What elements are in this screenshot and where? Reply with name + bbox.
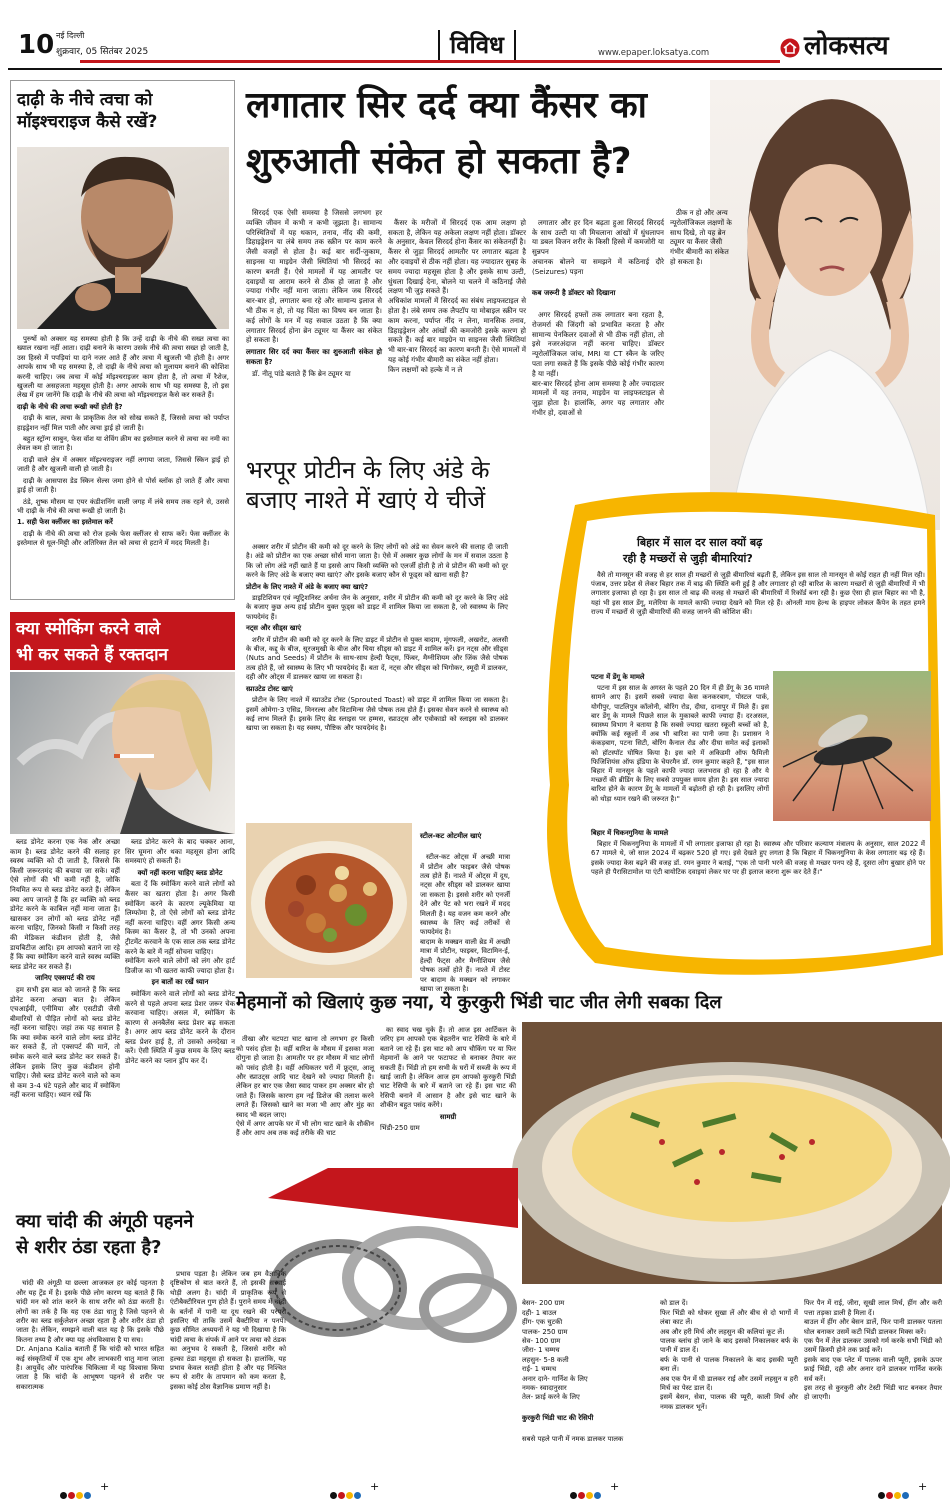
footer-plus-left: + (100, 1480, 110, 1493)
footer-color-dots-right (570, 1484, 602, 1503)
smoking-paragraph: स्मोकिंग करने वाले लोगों को ब्लड डोनेट करने से पहले अपना ब्लड प्रेशर जरूर चेक करवाना चाहिए। असल में, स्मोकिंग के कारण से अनबैलेंस ब्लड प्रेशर बढ़ सकता है। अगर आप ब्लड डोनेट करने के दौरान ब्लड प्रेशर हाई है, तो उसको अनदेखा न करें। ऐसी स्थिति में कुछ समय के लिए ब्लड डोनेट करने का प्लान ड्रॉप कर दें। (125, 989, 235, 1066)
protein-headline-line2: बजाए नाश्ते में खाएं ये चीजें (246, 486, 486, 514)
headache-col-1 (246, 208, 382, 450)
headache-subhead: कब जरूरी है डॉक्टर को दिखाना (532, 288, 616, 298)
smoking-subhead: जानिए एक्सपर्ट की राय (35, 974, 95, 983)
silver-col-2 (170, 1270, 286, 1460)
smoking-subhead: क्यों नहीं करना चाहिए ब्लड डोनेट (137, 868, 223, 877)
smoking-subhead: इन बातों का रखें ध्यान (151, 978, 209, 987)
protein-subhead: नट्स और सीड्स खाएं (246, 624, 302, 633)
beard-paragraph: दाढ़ी के नीचे की त्वचा को रोज हल्के फेस क्लींजर से साफ करें। फेस क्लींजर के इस्तेमाल से धूल-मिट्टी और अतिरिक्त तेल को त्वचा से हटाने में मदद मिलती है। (17, 529, 229, 548)
smoking-paragraph: हम सभी इस बात को जानते हैं कि ब्लड डोनेट करना अच्छा बात है। लेकिन एचआईवी, एनीमिया और एसटीडी जैसी बीमारियों से पीड़ित लोगों को ब्लड डोनेट नहीं करना चाहिए। जहां तक यह सवाल है कि क्या स्मोक करने वाले लोग ब्लड डोनेट कर सकते हैं, तो एक्सपर्ट की मानें, तो स्मोक करने वाले ब्लड डोनेट कर सकते हैं। लेकिन इसके लिए कुछ कंडीशन होनी चाहिए। जैसे ब्लड डोनेट करने वाले को कम से कम 3-4 घंटे पहले और बाद में स्मोकिंग नहीं करना चाहिए। ध्यान रखें कि (10, 985, 120, 1100)
smoking-woman-photo (10, 672, 235, 834)
smoking-paragraph: बता दें कि स्मोकिंग करने वाले लोगों को कैंसर का खतरा होता है। अगर किसी स्मोकिंग करने के कारण ल्यूकेमिया या लिम्फोमा है, तो ऐसे लोगों को ब्लड डोनेट नहीं करना चाहिए। वहीं अगर किसी अन्य किस्म का कैंसर है, तो भी उनको अपना ट्रीटमेंट करवाने के एक साल तक ब्लड डोनेट करने के बारे में नहीं सोचना चाहिए। स्मोकिंग करने वाले लोगों को लंग और हार्ट डिजीज का भी खतरा काफी ज्यादा होता है। (125, 880, 235, 975)
bihar-body-bottom (591, 829, 925, 941)
headache-col-3 (532, 208, 664, 450)
bihar-paragraph: बिहार में चिकनगुनिया के मामलों में भी लगातार इजाफा हो रहा है। स्वास्थ्य और परिवार कल्याण मंत्रालय के अनुसार, साल 2022 में 67 मामले थे, जो साल 2024 में बढ़कर 520 हो गए। इसे देखते हुए लगता है कि बिहार में चिकनगुनिया के केस लगातार बढ़ रहे हैं। इसके ज्यादा केस बढ़ने की वजह डॉ. रमन कुमार ने बताई, "एक तो पानी भरने की वजह से मच्छर पनप रहे हैं, दूसरा लोग बुखार होने पर पहले ही पैरासिटामोल या एंटी बायोटिक दवाइयां लेकर घर पर ही इलाज करना शुरू कर देते हैं।" (591, 840, 925, 876)
headache-headline-line1: लगातार सिर दर्द क्या कैंसर का (246, 85, 647, 126)
protein-subhead: स्टील-कट ओटमील खाएं (420, 832, 482, 841)
protein-headline-line1: भरपूर प्रोटीन के लिए अंडे के (246, 456, 490, 484)
bhindi-subhead: कुरकुरी भिंडी चाट की रेसिपी (522, 1414, 594, 1423)
beard-point: दाढ़ी वाले क्षेत्र में अक्सर मॉइश्चराइजर नहीं लगाया जाता, जिससे स्किन ड्राई हो जाती है और खुजली वाली हो जाती है। (17, 455, 229, 474)
bihar-body-top (591, 571, 925, 673)
silver-col-1 (16, 1270, 164, 1460)
date-label: शुक्रवार, 05 सितंबर 2025 (56, 47, 149, 57)
mosquito-photo (773, 671, 931, 821)
bihar-subhead: पटना में डेंगू के मामले (591, 673, 645, 681)
beard-body (17, 335, 229, 597)
headache-subhead: लगातार सिर दर्द क्या कैंसर का शुरुआती संकेत हो सकता है? (246, 347, 382, 366)
masthead-red-rule (80, 60, 780, 63)
footer-plus-mid: + (370, 1480, 380, 1493)
headache-col-4 (670, 208, 732, 338)
beard-point: बहुत स्ट्रॉन्ग साबुन, फेस वॉश या शेविंग क्रीम का इस्तेमाल करने से त्वचा का नमी का लेवल कम हो जाता है। (17, 435, 229, 453)
protein-paragraph: अक्सर शरीर में प्रोटीन की कमी को दूर करने के लिए लोगों को अंडे का सेवन करने की सलाह दी जाती है। अंडे को प्रोटीन का एक अच्छा सोर्स माना जाता है। ऐसे में अक्सर कुछ लोगों के मन में सवाल उठता है कि जो लोग अंडे नहीं खाते हैं या इससे आप किसी व्यक्ति को एलर्जी होती है तो वे प्रोटीन की कमी को दूर करने के लिए अंडे के बजाए क्या खाएं? और इसके बजाए कौन से फूड्स को खाना सही है? (246, 543, 508, 580)
headache-paragraph: सिरदर्द एक ऐसी समस्या है जिससे लगभग हर व्यक्ति जीवन में कभी न कभी जूझता है। सामान्य परिस्थितियों में यह थकान, तनाव, नींद की कमी, डिहाइड्रेशन या लंबे समय तक स्क्रीन पर काम करने जैसी वजहों से होता है। कई बार सर्दी-जुकाम, साइनस या माइग्रेन जैसी स्थितियां भी सिरदर्द का कारण बनती हैं। ऐसे मामलों में यह आमतौर पर दवाइयों या आराम करने से ठीक हो जाता है और ज्यादा गंभीर नहीं माना जाता। लेकिन जब सिरदर्द बार-बार हो, लगातार बना रहे और सामान्य इलाज से भी ठीक न हो, तो यह चिंता का विषय बन जाता है। कई लोगों के मन में यह सवाल उठता है कि क्या लगातार सिरदर्द होना ब्रेन ट्यूमर या कैंसर का संकेत हो सकता है। (246, 208, 382, 345)
headache-col-2 (388, 208, 526, 450)
epaper-url[interactable]: www.epaper.loksatya.com (598, 48, 710, 58)
protein-paragraph: प्रोटीन के लिए नाश्ते में स्प्राउटेड टोस्ट (Sprouted Toast) को डाइट में शामिल किया जा सकता है। इसमें ओमेगा-3 एसिड, मिनरल्स और विटामिन्स जैसे पोषक तत्व होते हैं। इसका सेवन करने से स्वास्थ्य को कई लाभ मिलते हैं। इसके लिए ब्रेड स्लाइस पर हम्मस, स्प्राउट्स और एवोकाडो को स्लाइस को डालकर खाया जा सकता है। यह स्वस्थ, पौष्टिक और फायदेमंद है। (246, 696, 508, 733)
silver-paragraph: प्रभाव पड़ता है। लेकिन जब हम वैज्ञानिक दृष्टिकोण से बात करते हैं, तो इसकी सच्चाई थोड़ी अलग है। चांदी में प्राकृतिक रूप से एंटीबैक्टीरियल गुण होते हैं। पुराने समय में चांदी के बर्तनों में पानी या दूध रखने की परंपरा इसलिए थी ताकि उसमें बैक्टीरिया न पनपें। कुछ सीमित अध्ययनों ने यह भी दिखाया है कि चांदी त्वचा के संपर्क में आने पर त्वचा को ठंडक का अनुभव दे सकती है, जिससे शरीर को हल्का ठंडा महसूस हो सकता है। हालांकि, यह प्रभाव केवल सतही होता है और यह निश्चित रूप से शरीर के तापमान को कम करता है, इसका कोई ठोस वैज्ञानिक प्रमाण नहीं है। (170, 1270, 286, 1391)
bihar-paragraph: वैसे तो मानसून की वजह से हर साल ही मच्छरों से जुड़ी बीमारियां बढ़ती हैं, लेकिन इस साल तो मानसून से कोई राहत ही नहीं मिल रही। पंजाब, उत्तर प्रदेश से लेकर बिहार तक में बाढ़ की स्थिति बनी हुई है और लगातार हो रही बारिश के कारण मच्छरों से जुड़ी बीमारियों में भी लगातार इजाफा हो रहा है। इस साल तो बाढ़ की वजह से मच्छरों की बीमारियों में रिकॉर्ड बना रही है। कुछ ऐसा ही हाल बिहार का भी है, यहां भी इस साल डेंगू, मलेरिया के मामले काफी ज्यादा देखने को मिल रहे हैं। ओनली माय हेल्थ के हाइपर लोकल कैंपेन के तहत हमने राज्य में मच्छरों से जुड़ी बीमारियों की वजह जानने की कोशिश की। (591, 571, 925, 616)
beard-subhead-2: 1. सही फेस क्लींजर का इस्तेमाल करें (17, 518, 113, 527)
beard-point: दाढ़ी के बाल, त्वचा के प्राकृतिक तेल को सोख सकते हैं, जिससे त्वचा को पर्याप्त हाइड्रेशन नहीं मिल पाती और त्वचा ड्राई हो जाती है। (17, 414, 229, 432)
beard-subhead-1: दाढ़ी के नीचे की त्वचा रूखी क्यों होती है? (17, 402, 123, 411)
bhindi-ingredients (522, 1290, 654, 1450)
silver-headline-line2: से शरीर ठंडा रहता है? (16, 1237, 162, 1258)
bhindi-chaat-photo (522, 1022, 942, 1284)
page-footer (0, 1482, 950, 1496)
bhindi-paragraph: का स्वाद चख चुके हैं। तो आज इस आर्टिकल के जरिए हम आपको एक बेहतरीन चाट रेसिपी के बारे में बताने जा रहे हैं। इस चाट को आप चौकिंग पर या फिर मेहमानों के आने पर फटाफट से बनाकर तैयार कर सकती हैं। भिंडी तो हम सभी के घरों में सब्जी के रूप में खाई जाती है। लेकिन आज हम आपको कुरकुरी भिंडी चाट रेसिपी के बारे में बताने जा रहे हैं। इस चाट की रेसिपी बनाने में आसान है और इसे चाट खाने के शौकीन बहुत पसंद करेंगे। (380, 1026, 516, 1110)
bhindi-paragraph: भिंडी-250 ग्राम (380, 1124, 420, 1133)
footer-color-dots-left (60, 1484, 92, 1503)
nuts-bowl-photo (246, 823, 412, 978)
page-number: 10 (18, 30, 55, 60)
smoking-headline-line1: क्या स्मोकिंग करने वाले (16, 619, 161, 639)
protein-subhead: प्रोटीन के लिए नाश्ते में अंडे के बजाए क्या खाएं? (246, 582, 369, 591)
masthead (8, 8, 942, 70)
protein-paragraph: स्टील-कट ओट्स में अच्छी मात्रा में प्रोटीन और फाइबर जैसे पोषक तत्व होते हैं। नाश्ते में ओट्स में दूध, नट्स और सीड्स को डालकर खाया जा सकता है। इससे शरीर को एनर्जी देने और पेट को भरा रखने में मदद मिलती है। यह वजन कम करने और स्वास्थ्य के लिए कई तरीकों से फायदेमंद है। बादाम के मक्खन वाली ब्रेड में अच्छी मात्रा में प्रोटीन, फाइबर, विटामिन-ई, हेल्दी फैट्स और मैग्नीशियम जैसे पोषक तत्वों होते हैं। नाश्ते में टोस्ट पर बादाम के मक्खन को लगाकर खाया जा सकता है। (420, 853, 510, 993)
bhindi-paragraph: को डाल दें। फिर भिंडी को धोकर सुखा लें और बीच से दो भागों में लंबा काट लें। अब और हरी मिर्च और लहसुन की कलियां कूट लें। पालक ब्लांच हो जाने के बाद इसको निकालकर बर्फ के पानी में डाल दें। बर्फ के पानी से पालक निकालने के बाद इसकी प्यूरी बना लें। अब एक पैन में घी डालकर राई और उसमें लहसुन व हरी मिर्च का पेस्ट डाल दें। इसमें बेसन, सेवा, पालक की प्यूरी, काली मिर्च और नमक डालकर भूनें। (660, 1299, 798, 1411)
beard-man-photo (17, 147, 229, 329)
section-title: विविध (438, 30, 516, 60)
protein-subhead: स्प्राउटेड टोस्ट खाएं (246, 684, 293, 693)
bihar-headline-line1: बिहार में साल दर साल क्यों बढ़ (637, 536, 763, 549)
beard-article (10, 80, 235, 600)
bhindi-paragraph: तीखा और चटपटा चाट खाना तो लगभग हर किसी को पसंद होता है। वहीं बारिश के मौसम में इसका मजा दोगुना हो जाता है। आमतौर पर हर मौसम में चाट लोगों को पसंद होती है। वहीं अधिकतर घरों में फ्रूट्स, आलू और स्प्राउट्स आदि चाट देखने को ज्यादा मिलती है। लेकिन हर बार एक जैसा स्वाद पाकर हम अक्सर बोर हो जाते हैं। जिसके कारण हम नई डिशेज की तलाश करने लगते हैं। जिसको खाने का मजा भी आए और मुंह का स्वाद भी बदल जाए। ऐसे में अगर आपके घर में भी लोग चाट खाने के शौकीन हैं और आप अब तक कई तरीके की चाट (236, 1035, 374, 1138)
bihar-body-mid (591, 673, 769, 829)
bihar-article (515, 485, 945, 985)
headache-paragraph: अगर सिरदर्द हफ्तों तक लगातार बना रहता है, रोजमर्रा की जिंदगी को प्रभावित करता है और सामान्य पेनकिलर दवाओं से भी ठीक नहीं होता, तो इसे नजरअंदाज नहीं करना चाहिए। डॉक्टर न्यूरोलॉजिकल जांच, MRI या CT स्कैन के जरिए पता लगा सकते हैं कि इसके पीछे कोई गंभीर कारण है या नहीं। बार-बार सिरदर्द होना आम समस्या है और ज्यादातर मामलों में यह तनाव, माइग्रेन या लाइफस्टाइल से जुड़ा होता है। हालांकि, अगर यह लगातार और गंभीर हो, दवाओं से (532, 309, 664, 417)
bhindi-headline: मेहमानों को खिलाएं कुछ नया, ये कुरकुरी भिंडी चाट जीत लेगी सबका दिल (236, 992, 722, 1013)
headache-woman-photo (710, 80, 940, 530)
bihar-paragraph: पटना में इस साल के अगस्त के पहले 20 दिन में ही डेंगू के 36 मामले सामने आए हैं। इसमें सबसे ज्यादा केस कनकरबाग, पोस्टल पार्क, योगीपुर, पाटलिपुत्र कॉलोनी, बोरिंग रोड, दीघा, दानापुर में मिले हैं। इस बार डेंगू के मामले पिछले साल के मुकाबले काफी ज्यादा हैं। दरअसल, स्वास्थ्य विभाग ने बताया है कि सबसे ज्यादा खतरा स्कूली बच्चों को है, क्योंकि कई स्कूलों में अब भी बारिश का पानी जमा है। प्रशासन ने कंकड़बाग, पटना सिटी, बोरिंग कैनाल रोड और दीघा समेत कई इलाकों को हॉटस्पॉट घोषित किया है। इस बारे में अकिडमी ऑफ फैमिली फिजिशियंस ऑफ इंडिया के चेयरमैन डॉ. रमन कुमार कहते हैं, "इस साल बिहार में मानसून के पहले काफी ज्यादा जलभराव हो रहा है और ये मच्छरों की ब्रीडिंग के लिए सबसे उपयुक्त समय होता है। इस साल ज्यादा बारिश होने के कारण डेंगू के मामलों में बढ़ोतरी हो रही है। इसलिए लोगों को थोड़ा ध्यान रखने की जरूरत है।" (591, 684, 769, 803)
bhindi-col-5 (804, 1290, 942, 1450)
smoking-col-1 (10, 838, 120, 1198)
silver-article (10, 1210, 518, 1460)
bhindi-subhead: सामग्री (439, 1112, 457, 1121)
ingredient-list: बेसन- 200 ग्राम दही- 1 बाउल हींग- एक चुटकी पालक- 250 ग्राम सेव- 100 ग्राम जीरा- 1 चम्मच लहसुन- 5-8 कली राई- 1 चम्मच अनार दाने- गार्निश के लिए नमक- स्वादानुसार तेल- फ्राई करने के लिए (522, 1299, 588, 1402)
masthead-bottom-rule (8, 68, 942, 70)
headache-paragraph: लगातार और हर दिन बढ़ता हुआ सिरदर्द सिरदर्द के साथ उल्टी या जी मिचलाना आंखों में धुंधलापन या डबल विजन शरीर के किसी हिस्से में कमजोरी या सुन्नपन अचानक बोलने या समझने में कठिनाई दौरे (Seizures) पड़ना (532, 217, 664, 276)
headache-paragraph: डॉ. नीतू पांडे बताते हैं कि ब्रेन ट्यूमर या (252, 368, 351, 378)
headache-article (240, 80, 940, 450)
smoking-paragraph: ब्लड डोनेट करना एक नेक और अच्छा काम है। ब्लड डोनेट करने की सलाह हर स्वस्थ व्यक्ति को दी जाती है, जिससे कि किसी जरूरतमंद की बचाया जा सके। वहीं ऐसे लोगों की भी कमी नहीं है, जोकि नियमित रूप से ब्लड डोनेट करते हैं। लेकिन क्या आप जानते हैं कि हर व्यक्ति को ब्लड डोनेट करने के काबिल नहीं माना जाता है। खासकर उन लोगों को ब्लड डोनेट नहीं करना चाहिए, जिनको किसी न किसी तरह की मेडिकल कंडीशन होती है, जैसे डायबिटीज आदि। हम आपको बताने जा रहे हैं कि क्या स्मोकिंग करने वाले स्वस्थ व्यक्ति ब्लड डोनेट कर सकते हैं। (10, 838, 120, 971)
bihar-subhead: बिहार में चिकनगुनिया के मामले (591, 829, 669, 837)
smoking-col-2 (125, 838, 235, 1198)
footer-color-dots-mid (330, 1484, 362, 1503)
brand-logo: लोकसत्य (804, 31, 889, 61)
beard-point: ठंडे, शुष्क मौसम या एयर कंडीशनिंग वाली जगह में लंबे समय तक रहने से, उससे भी दाढ़ी के नीचे की त्वचा रूखी हो जाती है। (17, 497, 229, 515)
protein-paragraph: डाइटिशियन एवं न्यूट्रिशनिस्ट अर्चना जैन के अनुसार, शरीर में प्रोटीन की कमी को दूर करने के लिए अंडे के बजाए कुछ अन्य हाई प्रोटीन युक्त फूड्स को डाइट में शामिल किया जा सकता है, जो स्वास्थ्य के लिए फायदेमंद हैं। (246, 594, 508, 621)
footer-color-dots-far (878, 1484, 910, 1503)
headache-paragraph: ठीक न हो और अन्य न्यूरोलॉजिकल लक्षणों के साथ दिखे, तो यह ब्रेन ट्यूमर या कैंसर जैसी गंभीर बीमारी का संकेत हो सकता है। (670, 208, 732, 266)
smoking-headline-box (10, 612, 235, 670)
headache-paragraph: कैंसर के मरीजों में सिरदर्द एक आम लक्षण हो सकता है, लेकिन यह अकेला लक्षण नहीं होता। डॉक्टर के अनुसार, केवल सिरदर्द होना कैंसर का संकेतनहीं है। कैंसर से जुड़ा सिरदर्द आमतौर पर लगातार बढ़ता है और दवाइयों से ठीक नहीं होता। यह ज्यादातर सुबह के समय ज्यादा महसूस होता है और इसके साथ उल्टी, धुंधला दिखाई देना, बोलने या चलने में कठिनाई जैसे लक्षण भी जुड़ सकते हैं। अधिकांश मामलों में सिरदर्द का संबंध लाइफस्टाइल से होता है। लंबे समय तक लैपटॉप या मोबाइल स्क्रीन पर काम करना, पर्याप्त नींद न लेना, मानसिक तनाव, डिहाइड्रेशन और आंखों की कमजोरी इसके कारण हो सकते हैं। कई बार माइग्रेन या साइनस जैसी स्थितियां भी बार-बार सिरदर्द का कारण बनती हैं। ऐसे मामलों में यह कोई गंभीर बीमारी का संकेत नहीं होता। किन लक्षणों को हल्के में न ले (388, 217, 526, 374)
silver-headline-line1: क्या चांदी की अंगूठी पहनने (16, 1211, 194, 1232)
smoking-article (10, 612, 235, 1202)
silver-rings-photo (268, 1168, 518, 1366)
smoking-paragraph: ब्लड डोनेट करने के बाद चक्कर आना, सिर घूमना और थका महसूस होना आदि समस्याएं हो सकती हैं। (125, 838, 235, 866)
bhindi-paragraph: फिर पैन में राई, जीरा, सूखी लाल मिर्च, हींग और करी पत्ता तड़का डाली है मिला दें। बाउल में हींग और बेसन डालें, फिर पानी डालकर पतला घोल बनाकर उसमें कटी भिंडी डालकर मिक्स करें। एक पैन में तेल डालकर उसको गर्म करके सभी भिंडी को उसमें क्रिस्पी होने तक फ्राई करें। इसके बाद एक प्लेट में पालक वाली प्यूरी, इसके ऊपर फ्राई भिंडी, दही और अनार दाने डालकर गार्निश करके सर्व करें। इस तरह से कुरकुरी और टेस्टी भिंडी चाट बनकर तैयार हो जाएगी। (804, 1299, 942, 1402)
smoking-headline-line2: भी कर सकते हैं रक्तदान (16, 645, 168, 665)
protein-body (246, 543, 508, 818)
footer-plus-far: + (918, 1480, 928, 1493)
protein-paragraph: शरीर में प्रोटीन की कमी को दूर करने के लिए डाइट में प्रोटीन से युक्त बादाम, मूंगफली, अखरोट, अलसी के बीज, कद्दू के बीज, सूरजमुखी के बीज और चिया सीड्स को डाइट में शामिल करें। इन नट्स और सीड्स (Nuts and Seeds) में प्रोटीन के साथ-साथ हेल्दी फैट्स, फिंबर, मैग्नीशियम और जिंक जैसे पोषक तत्व होते हैं, जो स्वास्थ्य के लिए भी फायदेमंद हैं। बता दें, नट्स और सीड्स को भिगोकर, स्मूदी में डालकर, दही और ओट्स में डालकर खाया जा सकता है। (246, 635, 508, 682)
bihar-headline-line2: रही है मच्छरों से जुड़ी बीमारियां? (623, 552, 753, 565)
beard-headline: दाढ़ी के नीचे त्वचा को मॉइश्चराइज कैसे रखें? (17, 90, 158, 132)
city-label: नई दिल्ली (56, 31, 85, 40)
beard-point: दाढ़ी के आसपास डेड स्किन सेल्स जमा होने से पोर्स ब्लॉक हो जाते हैं और त्वचा ड्राई हो जाती है। (17, 476, 229, 495)
protein-side (420, 823, 510, 993)
headache-headline-line2: शुरुआती संकेत हो सकता है? (246, 141, 632, 182)
beard-paragraph: पुरुषों को अक्सर यह समस्या होती है कि उन्हें दाढ़ी के नीचे की सख्त त्वचा का ख्याल रखना नहीं आता। दाढ़ी बनाने के कारण उसके नीचे की त्वचा सख्त हो जाती है, उस हिस्से में पपड़ियां या दाने नजर आते हैं और त्वचा में खुजली भी होती है। अगर आपके साथ भी यह समस्या है, तो दाढ़ी के नीचे त्वचा को मुलायम बनाने की कोशिश करनी चाहिए। जब त्वचा में कोई मॉइश्चराइजर काम होता है, तो त्वचा में रैशेज, खुजली या असहजता महसूस होती है। अगर आपके साथ भी यह समस्या है, तो इस लेख में हम जानेंगे कि दाढ़ी के नीचे की त्वचा को मॉइश्चराइज कैसे कर सकते हैं। (17, 335, 229, 400)
footer-plus-right: + (610, 1480, 620, 1493)
bhindi-col-4 (660, 1290, 798, 1450)
silver-paragraph: चांदी की अंगूठी या छल्ला आजकल हर कोई पहनता है और यह ट्रेंड में है। इसके पीछे लोग कारण यह बताते हैं कि चांदी मन को शांत करने के साथ शरीर को ठंडा करती है। लोगों का तर्क है कि यह एक ठंडा धातु है जिसे पहनने से शरीर का ब्लड सर्कुलेशन अच्छा रहता है और शरीर ठंडा हो जाता है। लेकिन, समझने वाली बात यह है कि इसके पीछे कितना तथ्य है और क्या यह अंधविश्वास है या सच। Dr. Anjana Kalia बताती हैं कि चांदी को भारत सहित कई संस्कृतियों में एक शुभ और लाभकारी धातु माना जाता है। आयुर्वेद और पारंपरिक चिकित्सा में यह विश्वास किया जाता है कि चांदी के आभूषण पहनने से शरीर पर सकारात्मक (16, 1279, 164, 1391)
bhindi-paragraph: सबसे पहले पानी में नमक डालकर पालक (522, 1435, 624, 1444)
home-icon (780, 38, 800, 58)
